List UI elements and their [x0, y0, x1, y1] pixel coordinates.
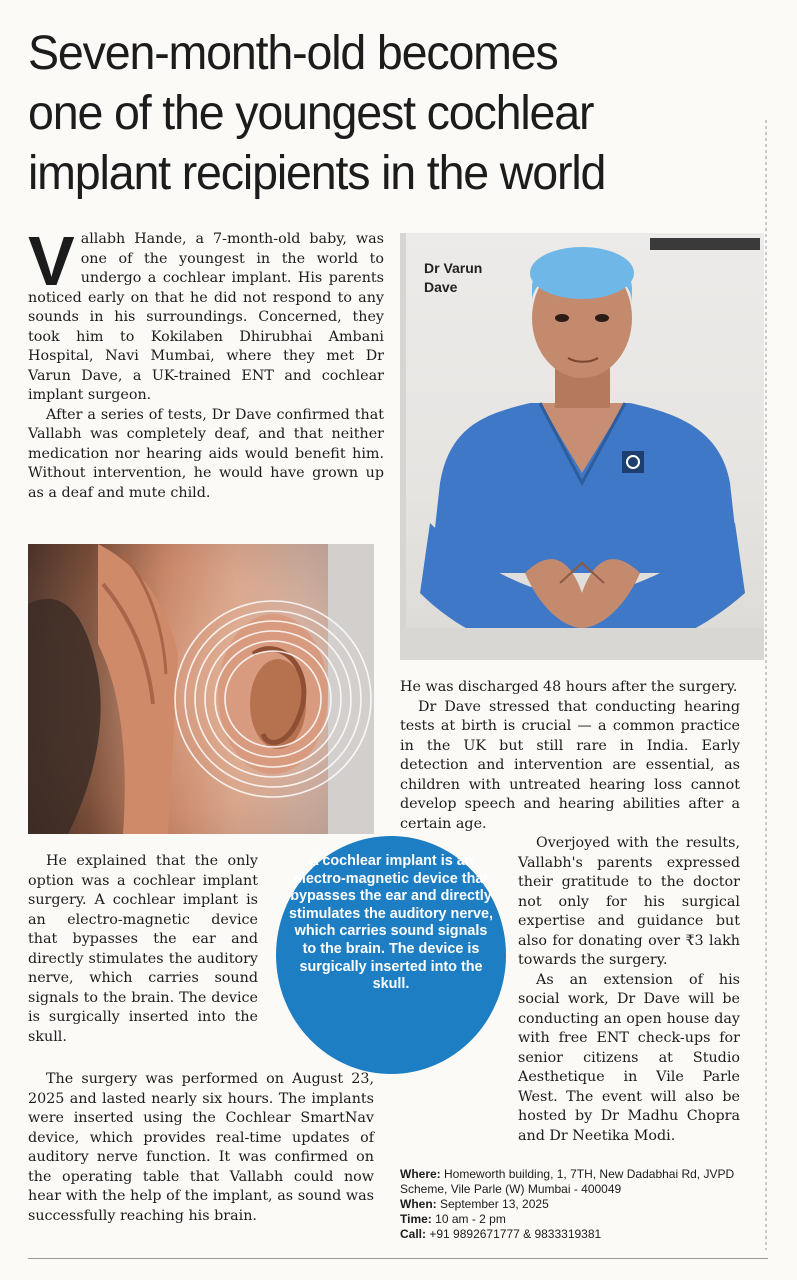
intro-column [28, 222, 384, 503]
call-label: Call: [400, 1227, 427, 1241]
pull-quote-text: A cochlear implant is an electro-magnetic device that bypasses the ear and directly stimulates the auditory nerve, which carries sound signals to the brain. The device is surgically inserted into the skull. [289, 853, 493, 993]
bottom-rule [28, 1258, 768, 1259]
when-value: September 13, 2025 [440, 1197, 549, 1211]
ear-photo [28, 544, 374, 834]
left-paragraph-1: He explained that the only option was a cochlear implant surgery. A cochlear implant is an electro-magnetic device that bypasses the ear and directly stimulates the auditory nerve, which carries sound signals to the brain. The device is surgically inserted into the skull. [28, 853, 258, 1045]
doctor-illustration [400, 233, 764, 660]
doctor-photo [400, 233, 764, 660]
headline-line-1: Seven-month-old becomes [28, 27, 558, 80]
left-paragraph-2: The surgery was performed on August 23, 2025 and lasted nearly six hours. The implants were inserted using the Cochlear SmartNav device, which provides real-time updates of auditory nerve function. It was confirmed on the operating table that Vallabh could now hear with the help of the implant, as sound was successfully reaching his brain. [28, 1071, 374, 1224]
where-label: Where: [400, 1167, 441, 1181]
left-column-upper [28, 852, 258, 1047]
call-value: +91 9892671777 & 9833319381 [429, 1227, 602, 1241]
pull-quote-circle [276, 836, 506, 1074]
headline [28, 24, 751, 204]
drop-cap: V [28, 222, 75, 300]
photo-caption: Dr Varun Dave [424, 260, 483, 295]
intro-paragraph-1: allabh Hande, a 7-month-old baby, was one of the youngest in the world to undergo a cochlear implant. His parents noticed early on that he did not respond to any sounds in his surroundings. Concerned, they took him to Kokilaben Dhirubhai Ambani Hospital, Navi Mumbai, where they met Dr Varun Dave, a UK-trained ENT and cochlear implant surgeon. [28, 231, 384, 403]
right-paragraph-1: He was discharged 48 hours after the surgery. [400, 679, 738, 695]
time-label: Time: [400, 1212, 432, 1226]
right-paragraph-4: As an extension of his social work, Dr Dave will be conducting an open house day with free ENT check-ups for senior citizens at Studio Aesthetique in Vile Parle West. The event will also be hosted by Dr Madhu Chopra and Dr Neetika Modi. [518, 971, 740, 1144]
right-paragraph-2: Dr Dave stressed that conducting hearing tests at birth is crucial — a common practice in the UK but still rare in India. Early detection and intervention are essential, as children with untreated hearing loss cannot develop speech and hearing abilities after a certain age. [400, 698, 740, 832]
when-label: When: [400, 1197, 437, 1211]
time-value: 10 am - 2 pm [435, 1212, 506, 1226]
left-column-lower [28, 1070, 374, 1226]
ear-illustration [28, 544, 374, 834]
headline-line-2: one of the youngest cochlear [28, 87, 594, 140]
right-paragraph-3: Overjoyed with the results, Vallabh's parents expressed their gratitude to the doctor not only for his surgical expertise and guidance but also for donating over ₹3 lakh towards the surgery. [518, 835, 740, 968]
event-info [400, 1167, 760, 1242]
intro-paragraph-2: After a series of tests, Dr Dave confirmed that Vallabh was completely deaf, and that neither medication nor hearing aids would benefit him. Without intervention, he would have grown up as a deaf and mute child. [28, 406, 384, 501]
headline-line-3: implant recipients in the world [28, 147, 606, 200]
column-divider [765, 120, 767, 1250]
where-value: Homeworth building, 1, 7TH, New Dadabhai Rd, JVPD Scheme, Vile Parle (W) Mumbai - 400049 [400, 1167, 735, 1196]
